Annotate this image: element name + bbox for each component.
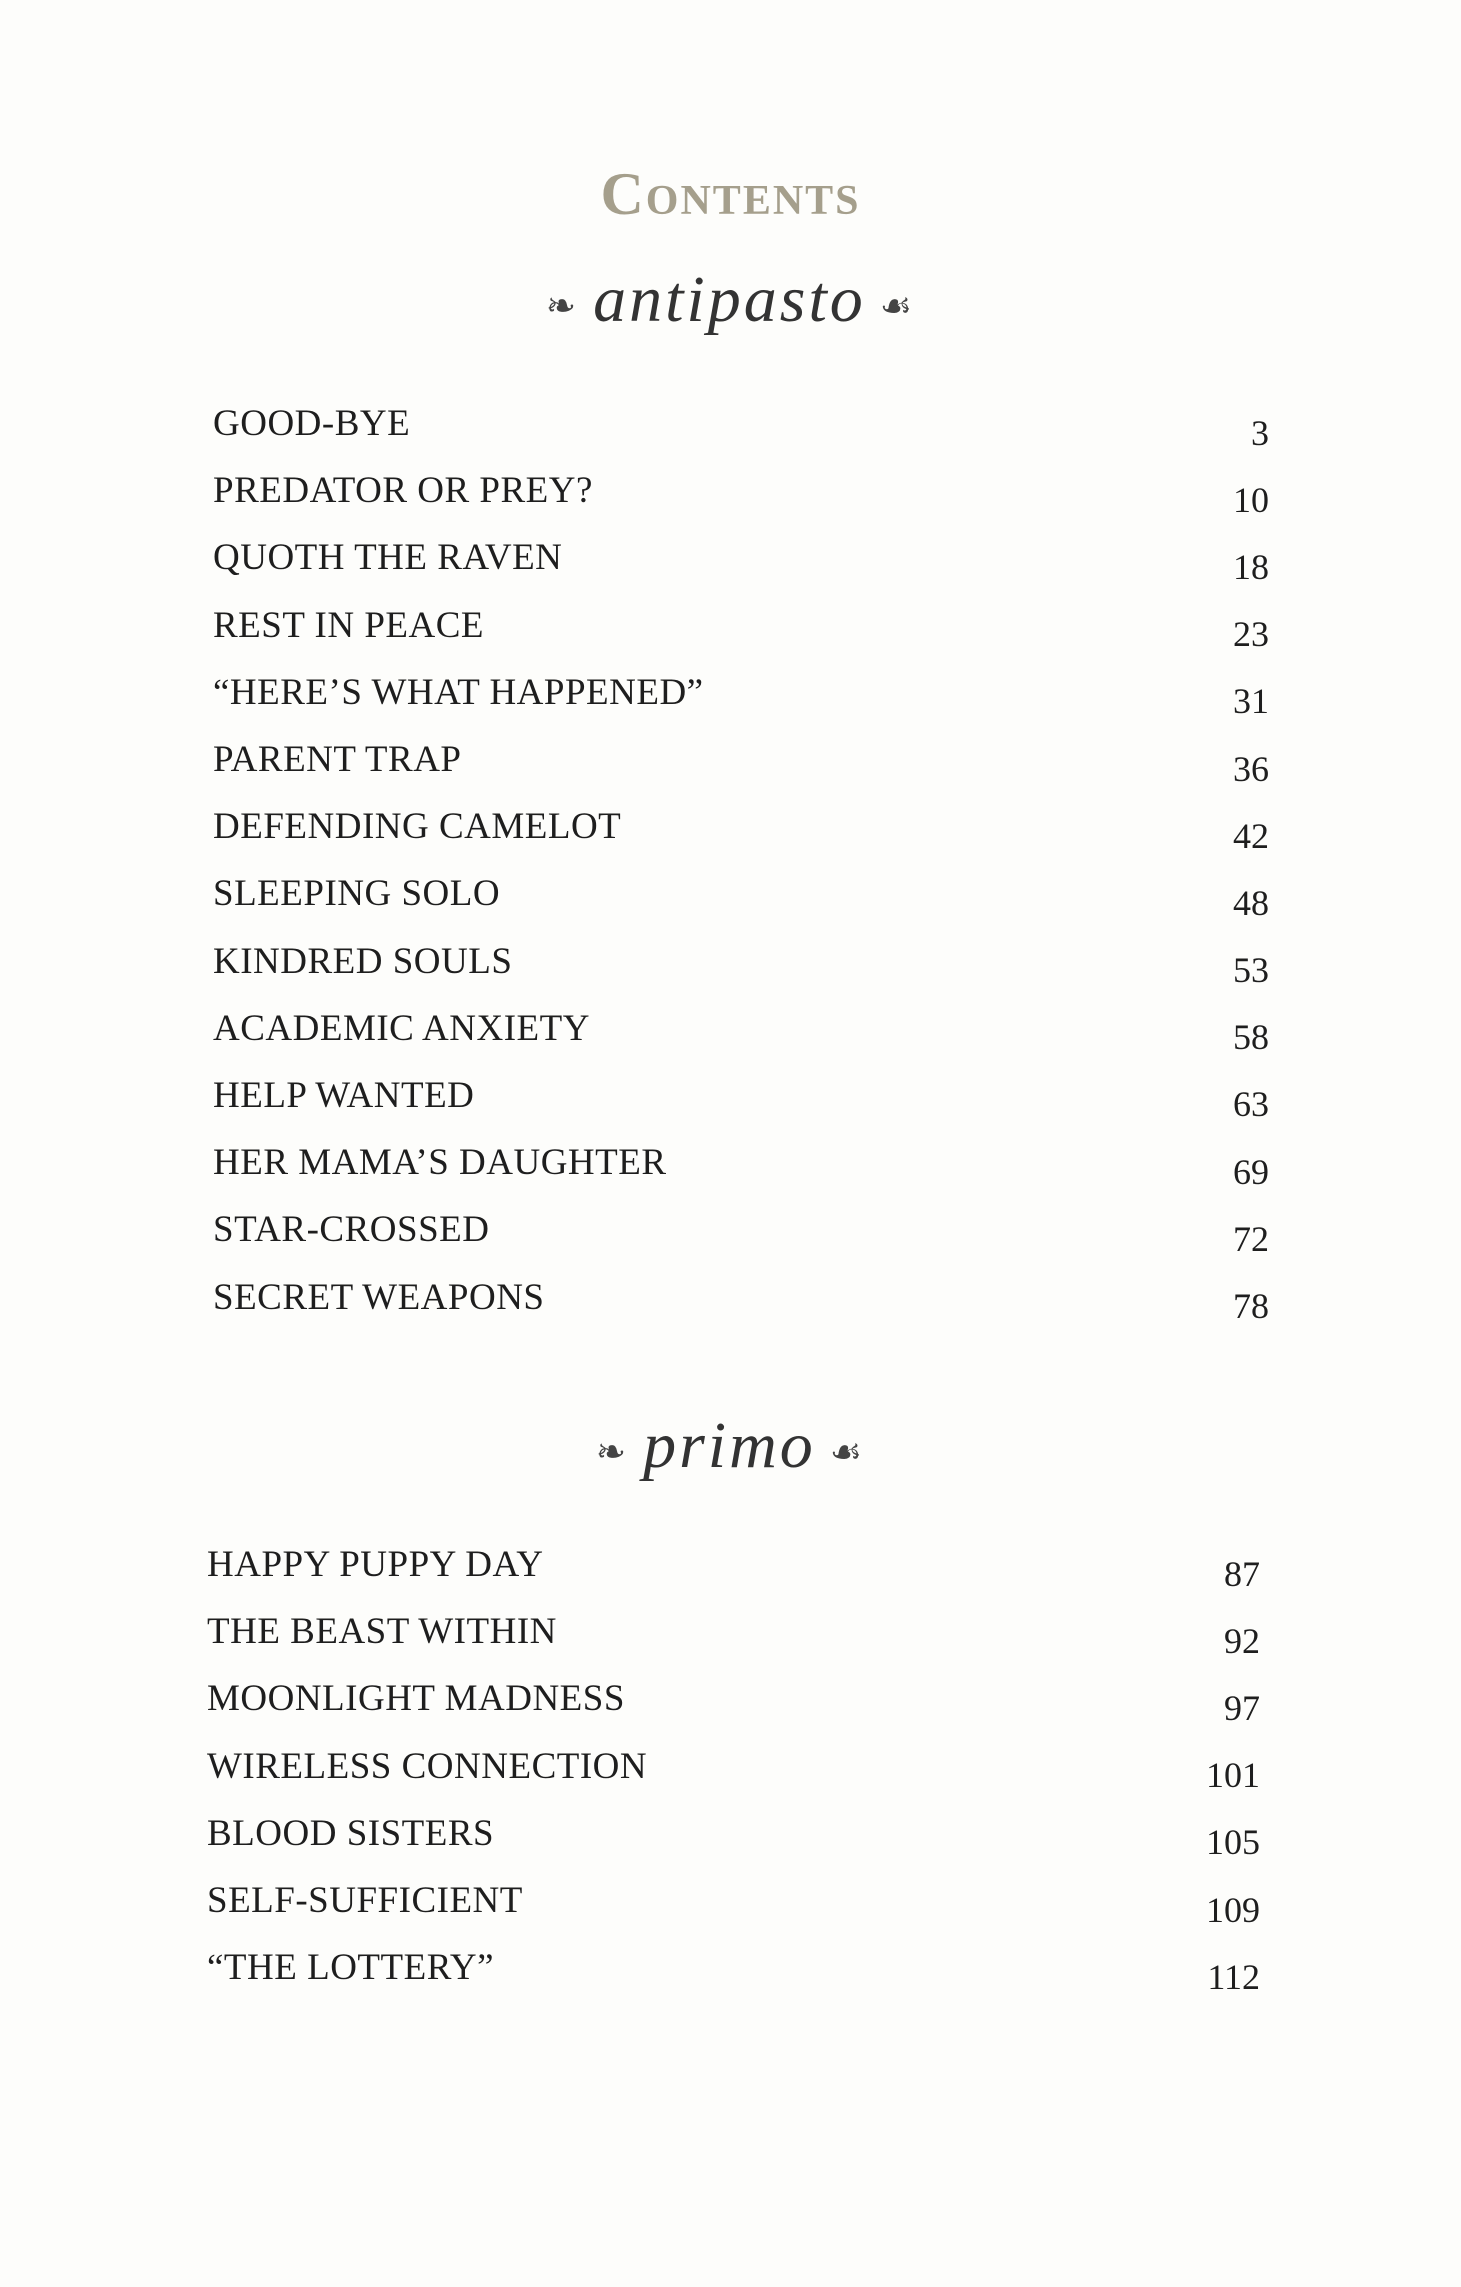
chapter-title: BLOOD SISTERS	[207, 1812, 495, 1854]
chapter-title: ACADEMIC ANXIETY	[213, 1007, 590, 1049]
chapter-title: GOOD-BYE	[213, 403, 411, 445]
page-number: 31	[1233, 681, 1269, 722]
page-number: 101	[1206, 1755, 1260, 1796]
page-number: 58	[1233, 1017, 1269, 1058]
flourish-right-icon: ☙	[829, 1431, 866, 1472]
toc-entry	[213, 793, 1269, 860]
page-number: 69	[1233, 1151, 1269, 1192]
toc-entry	[213, 928, 1269, 995]
section-heading-label: antipasto	[593, 263, 866, 336]
chapter-title: THE BEAST WITHIN	[207, 1611, 557, 1653]
toc-list-antipasto	[213, 390, 1269, 1331]
page-number: 92	[1224, 1620, 1260, 1661]
page-number: 78	[1233, 1286, 1269, 1327]
page-number: 18	[1233, 546, 1269, 587]
toc-entry	[207, 1800, 1260, 1867]
page-number: 53	[1233, 950, 1269, 991]
chapter-title: QUOTH THE RAVEN	[213, 537, 563, 579]
page-number: 23	[1233, 614, 1269, 655]
chapter-title: REST IN PEACE	[213, 604, 485, 646]
toc-entry	[213, 1263, 1269, 1330]
page-number: 97	[1224, 1687, 1260, 1728]
chapter-title: KINDRED SOULS	[213, 940, 513, 982]
chapter-title: “THE LOTTERY”	[207, 1947, 494, 1989]
toc-entry	[213, 995, 1269, 1062]
section-heading-label: primo	[643, 1409, 816, 1482]
page-number: 10	[1233, 479, 1269, 520]
toc-entry	[207, 1934, 1260, 2001]
flourish-left-icon: ❧	[595, 1431, 630, 1472]
page-title: Contents	[600, 161, 861, 227]
page-number: 105	[1206, 1822, 1260, 1863]
toc-entry	[207, 1598, 1260, 1665]
section-heading-antipasto	[0, 262, 1461, 338]
chapter-title: SELF-SUFFICIENT	[207, 1880, 523, 1922]
toc-entry	[213, 1129, 1269, 1196]
toc-entry	[207, 1531, 1260, 1598]
toc-entry	[213, 1062, 1269, 1129]
chapter-title: HER MAMA’S DAUGHTER	[213, 1142, 667, 1184]
toc-list-primo	[207, 1531, 1260, 2001]
chapter-title: SLEEPING SOLO	[213, 873, 501, 915]
chapter-title: WIRELESS CONNECTION	[207, 1745, 648, 1787]
chapter-title: PARENT TRAP	[213, 739, 462, 781]
toc-entry	[213, 659, 1269, 726]
chapter-title: MOONLIGHT MADNESS	[207, 1678, 625, 1720]
flourish-right-icon: ☙	[879, 285, 916, 326]
chapter-title: PREDATOR OR PREY?	[213, 470, 593, 512]
section-heading-primo	[0, 1408, 1461, 1484]
toc-entry	[213, 1196, 1269, 1263]
toc-entry	[207, 1665, 1260, 1732]
page-number: 36	[1233, 748, 1269, 789]
chapter-title: HELP WANTED	[213, 1074, 475, 1116]
page-number: 109	[1206, 1889, 1260, 1930]
page-number: 3	[1251, 412, 1269, 453]
toc-entry	[213, 524, 1269, 591]
chapter-title: STAR-CROSSED	[213, 1209, 490, 1251]
toc-entry	[213, 592, 1269, 659]
flourish-left-icon: ❧	[545, 285, 580, 326]
chapter-title: SECRET WEAPONS	[213, 1276, 545, 1318]
page-number: 42	[1233, 815, 1269, 856]
toc-entry	[207, 1733, 1260, 1800]
chapter-title: DEFENDING CAMELOT	[213, 806, 622, 848]
toc-entry	[213, 457, 1269, 524]
page-number: 87	[1224, 1553, 1260, 1594]
toc-entry	[213, 860, 1269, 927]
page-number: 112	[1207, 1956, 1260, 1997]
chapter-title: HAPPY PUPPY DAY	[207, 1544, 544, 1586]
toc-entry	[213, 726, 1269, 793]
page-number: 63	[1233, 1084, 1269, 1125]
page-number: 48	[1233, 882, 1269, 923]
chapter-title: “HERE’S WHAT HAPPENED”	[213, 671, 704, 713]
toc-entry	[207, 1867, 1260, 1934]
toc-entry	[213, 390, 1269, 457]
page-number: 72	[1233, 1218, 1269, 1259]
